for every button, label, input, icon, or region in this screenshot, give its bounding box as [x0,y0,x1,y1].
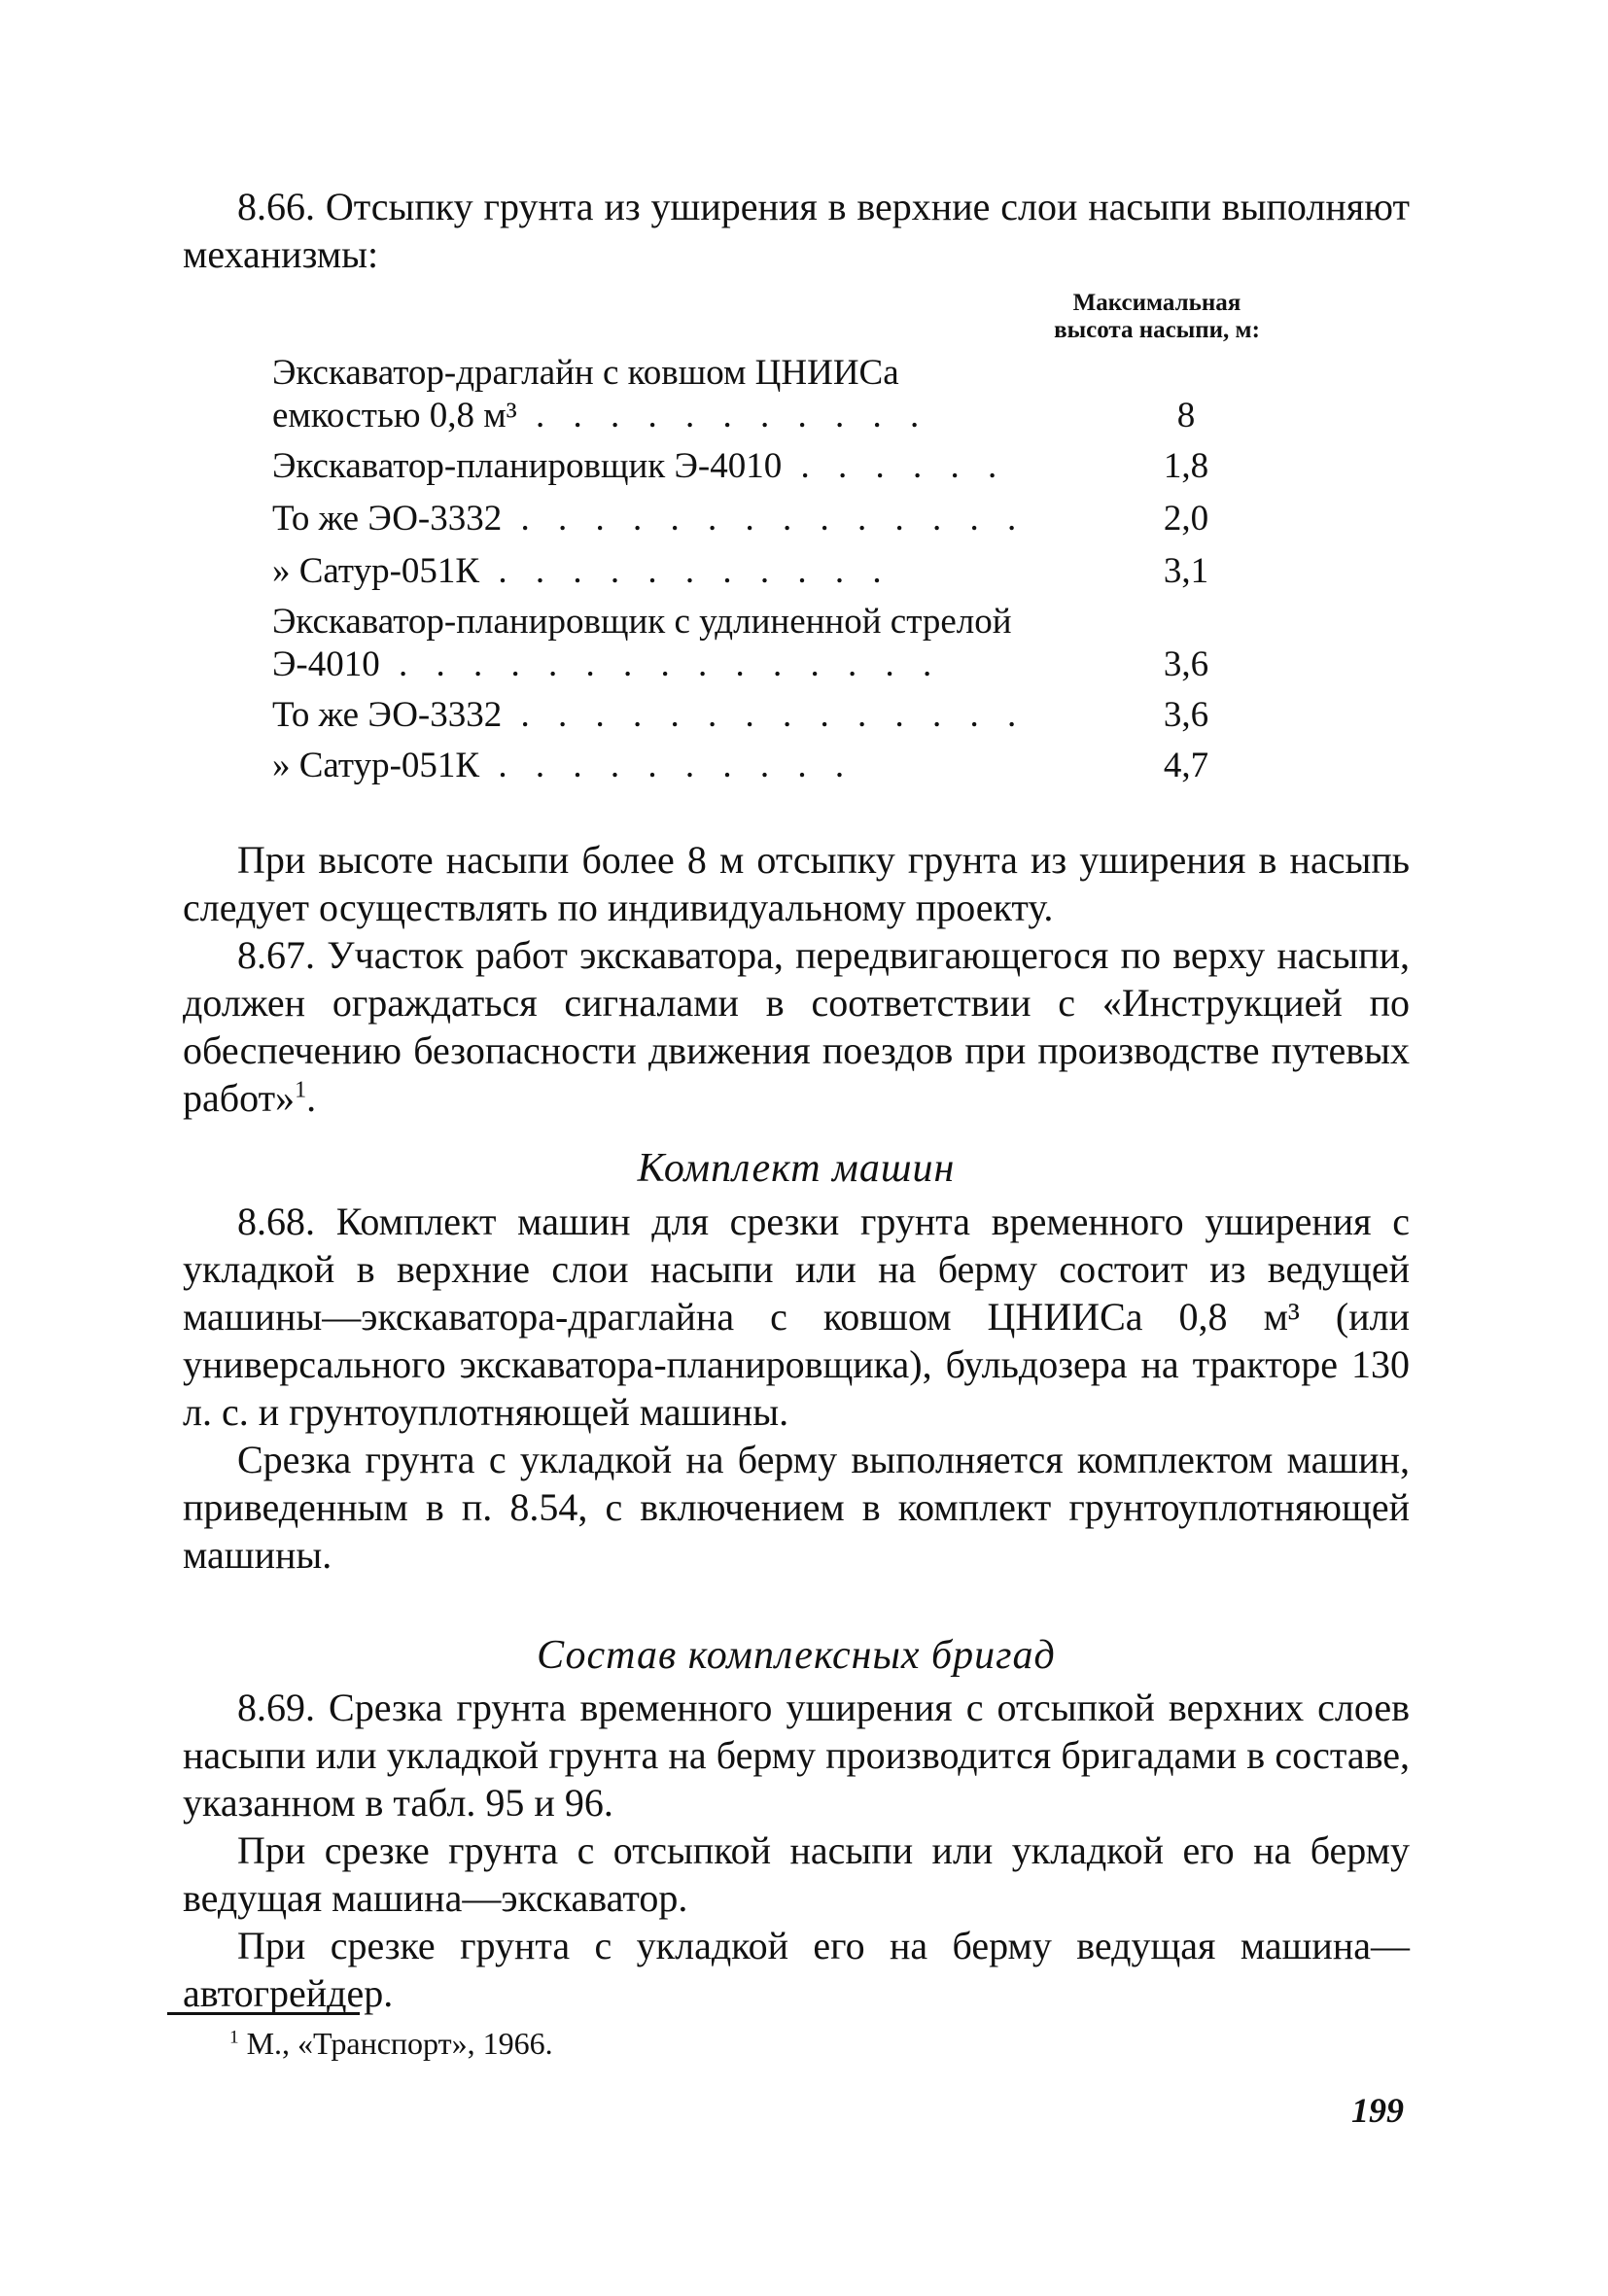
leader-dots: . . . . . . [782,446,1007,486]
row-name-line2 [272,642,1031,688]
row-name [272,496,1031,542]
row-name-text: » Сатур-051К [272,551,480,591]
row-name-text: Экскаватор-планировщик Э-4010 [272,446,783,486]
section-8-66-intro [183,183,1410,278]
paragraph-8-68: 8.68. Комплект машин для срезки грунта временного уширения с укладкой в верхние слои насыпи или на берму состоит из ведущей машины—экскаватора-драглайна с ковшом ЦНИИСа 0,8 м³ (или универсального экскаватора-планировщика), бульдозера на тракторе 130 л. с. и грунтоуплотняющей машины. [183,1200,1410,1434]
leader-dots: . . . . . . . . . . . . . . [502,695,1027,735]
row-name-text: То же ЭО-3332 [272,499,503,539]
table-column-header [1011,290,1303,344]
row-value: 1,8 [1163,446,1209,486]
column-header-line2: высота насыпи, м: [1054,317,1260,343]
row-value: 3,6 [1163,695,1209,735]
section-heading-brigades: Состав комплексных бригад [537,1633,1056,1678]
paragraph-grader-lead: При срезке грунта с укладкой его на берму ведущая машина—автогрейдер. [183,1924,1410,2015]
footnote-reference: 1 [295,1077,307,1103]
paragraph-8-66: 8.66. Отсыпку грунта из уширения в верхние слои насыпи выполняют механизмы: [183,185,1410,276]
row-name-line1: Экскаватор-драглайн с ковшом ЦНИИСа [272,353,899,393]
row-value: 8 [1176,396,1196,435]
paragraph-excavator-lead: При срезке грунта с отсыпкой насыпи или укладкой его на берму ведущая машина—экскаватор. [183,1828,1410,1920]
footnote [229,2024,553,2063]
paragraph-8-67-text: 8.67. Участок работ экскаватора, передвигающегося по верху насыпи, должен ограждаться сигналами в соответствии с «Инструкцией по обеспечению безопасности движения поездов при производстве путевых работ» [183,933,1410,1120]
row-name-line2 [272,393,1031,439]
leader-dots: . . . . . . . . . . . . . . . [379,644,942,684]
leader-dots: . . . . . . . . . . [479,746,855,785]
leader-dots: . . . . . . . . . . . [479,551,891,591]
paragraph-8-69: 8.69. Срезка грунта временного уширения с отсыпкой верхних слоев насыпи или укладкой грунта на берму производится бригадами в составе, указанном в табл. 95 и 96. [183,1686,1410,1825]
row-value: 2,0 [1163,499,1209,539]
page-number: 199 [1351,2091,1404,2130]
paragraph-8-67-end: . [306,1076,317,1120]
footnote-mark: 1 [229,2027,239,2048]
row-name [272,743,1031,789]
row-name-line1: Экскаватор-планировщик с удлиненной стрелой [272,602,1012,642]
column-header-line1: Максимальная [1072,290,1241,316]
row-name-line2-text: Э-4010 [272,644,380,684]
row-name [272,443,1031,490]
footnote-divider [167,2012,360,2015]
leader-dots: . . . . . . . . . . . [516,396,929,435]
row-name [272,548,1031,595]
section-heading-machine-set: Комплект машин [637,1146,956,1191]
row-name-line2-text: емкостью 0,8 м³ [272,396,517,435]
row-value: 4,7 [1163,746,1209,785]
row-name-text: То же ЭО-3332 [272,695,503,735]
paragraphs-block-1 [183,836,1410,1122]
leader-dots: . . . . . . . . . . . . . . [502,499,1027,539]
row-value: 3,1 [1163,551,1209,591]
paragraph-8-67 [183,931,1410,1122]
paragraphs-block-3 [183,1684,1410,2017]
paragraph-height-limit: При высоте насыпи более 8 м отсыпку грунта из уширения в насыпь следует осуществлять по индивидуальному проекту. [183,838,1410,929]
paragraphs-block-2 [183,1198,1410,1579]
paragraph-berm-cutting: Срезка грунта с укладкой на берму выполняется комплектом машин, приведенным в п. 8.54, с включением в комплект грунтоуплотняющей машины. [183,1438,1410,1577]
row-name-text: » Сатур-051К [272,746,480,785]
footnote-text: М., «Транспорт», 1966. [246,2026,553,2061]
row-value: 3,6 [1163,644,1209,684]
row-name [272,692,1031,739]
